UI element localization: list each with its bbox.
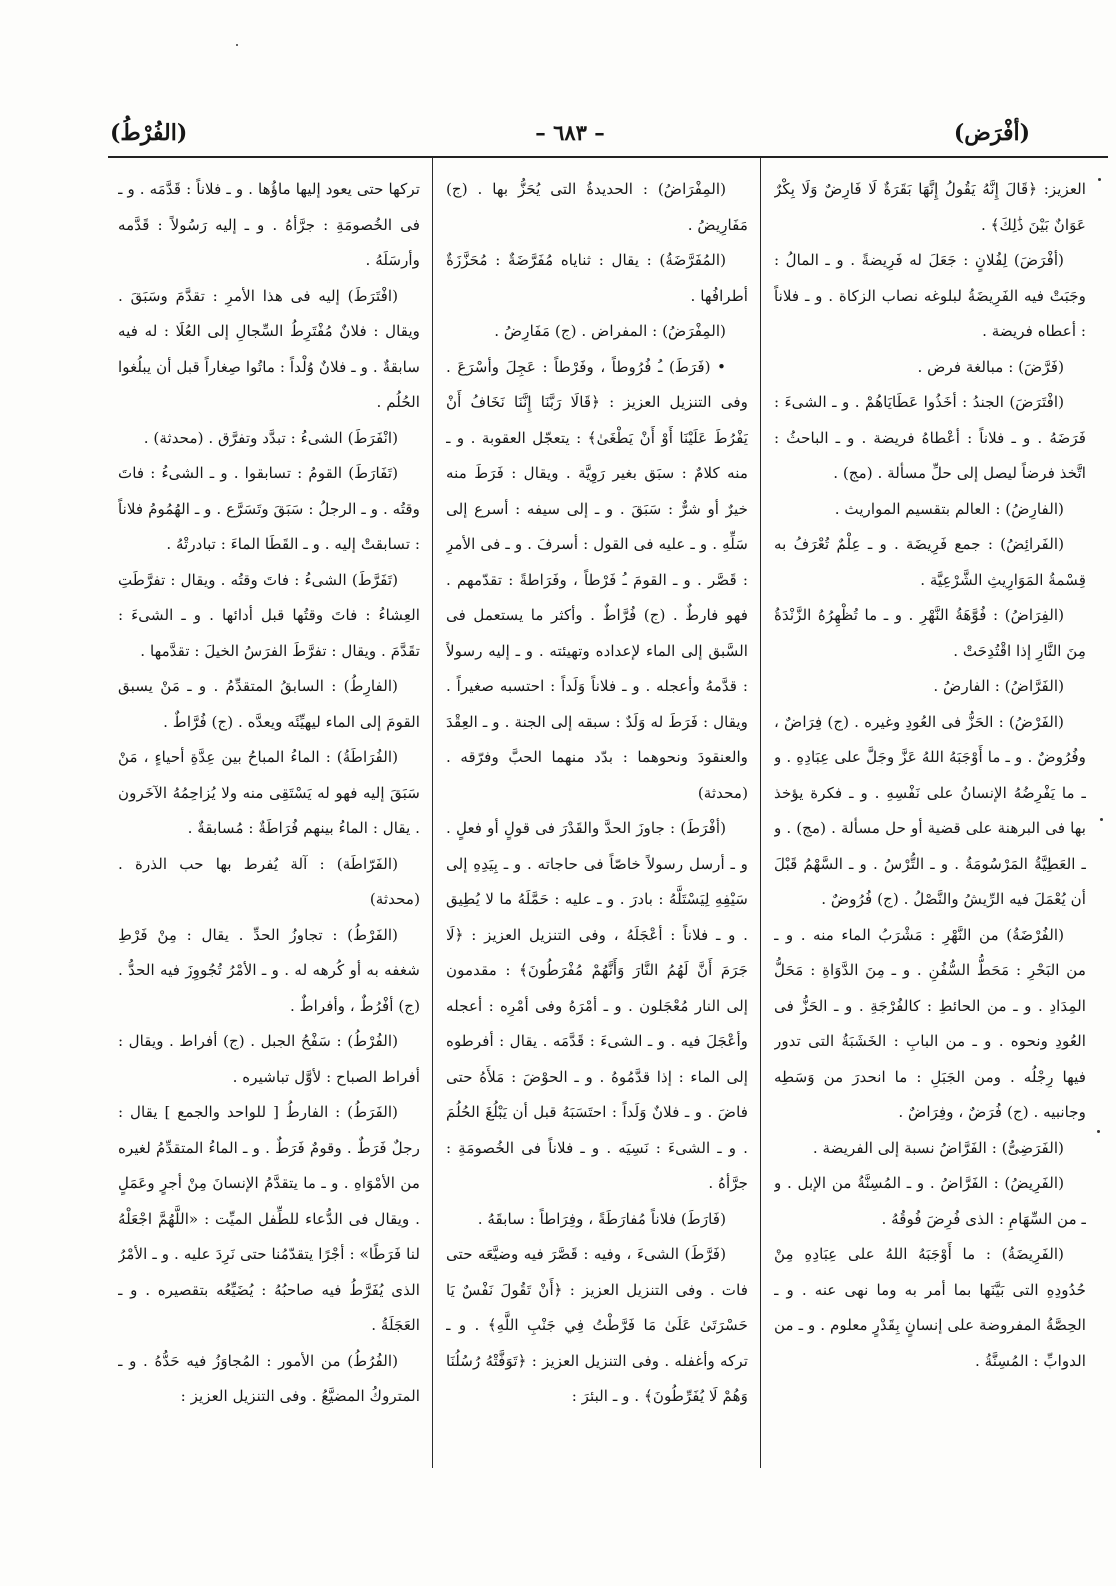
- entry-paragraph: (فَارَطَ) فلاناً مُفارَطَةً ، وفِرَاطاً : سابقَهُ .: [477, 1209, 726, 1228]
- entry-paragraph: تركها حتى يعود إليها ماؤُها . و ـ فلاناً : قَدَّمَه . و ـ فى الخُصومَةِ : جرَّأهُ . و ـ إليه رَسُولاً : قَدَّمه وأرسَلَهُ .: [118, 180, 420, 269]
- right-running-head: (أفْرَض): [953, 120, 1030, 146]
- scan-speck: [1098, 178, 1101, 181]
- entry-paragraph: (الفَرَضِىُّ) : الفَرَّاضُ نسبة إلى الفريضة .: [812, 1138, 1064, 1157]
- scan-speck: [236, 44, 238, 46]
- entry-paragraph: (افْتَرَطَ) إليه فى هذا الأمرِ : تقدَّمَ وسَبَقَ . ويقال : فلانٌ مُفْتَرِطُ السِّجالِ إلى العُلَا : له فيه سابقةٌ . و ـ فلانٌ وُلْداً : ماتُوا صِغاراً قبل أن يبلُغوا الحُلُم .: [118, 286, 420, 411]
- entry-paragraph: (الفِرَاضُ) : فُوَّهَةُ النَّهْرِ . و ـ ما تُظْهِرُهُ الزَّنْدَةُ مِنَ النَّارِ إذا اقْتُدِحَتْ .: [774, 606, 1086, 660]
- entry-paragraph: العزيز: ﴿قَالَ إِنَّهُ يَقُولُ إِنَّهَا بَقَرَةٌ لَا فَارِضٌ وَلَا بِكْرٌ عَوَانٌ بَيْنَ ذَٰلِكَ﴾ .: [774, 180, 1086, 234]
- entry-paragraph: (الفَرَّاضُ) : الفارضُ .: [933, 677, 1064, 695]
- left-column: [118, 172, 420, 1472]
- entry-paragraph: (الفَرْطُ) : تجاوزُ الحدِّ . يقال : مِنْ فَرْطِ شغفه به أو كُرهه له . و ـ الأمْرُ تُجُووِزَ فيه الحدُّ . (ج) أفْرُطٌ ، وأفراطٌ .: [118, 925, 420, 1015]
- entry-paragraph: (افْتَرَضَ) الجندُ : أخَذُوا عَطَايَاهُمْ . و ـ الشىءَ : فَرَضَهُ . و ـ فلاناً : أعْطاهُ فريضة . و ـ الباحثُ : اتَّخذ فرضاً ليصل إلى حلِّ مسألة . (مج) .: [774, 393, 1086, 482]
- scan-speck: [1100, 818, 1103, 821]
- column-divider-right: [760, 158, 761, 1468]
- entry-paragraph: (الفَرْضُ) : الحَزُّ فى العُودِ وغيره . (ج) فِرَاضٌ ، وفُرُوضٌ . و ـ ما أَوْجَبَهُ اللهُ عَزَّ وجَلَّ على عِبَادِهِ . و ـ ما يَفْرِضُهُ الإنسانُ على نَفْسِهِ . و ـ فكرة يؤخذ بها فى البرهنة على قضية أو حل مسألة . (مج) . و ـ العَطِيَّةُ المَرْسُومَةُ . و ـ التُّرْسُ . و ـ السَّهْمُ قَبْلَ أن يُعْمَلَ فيه الرِّيشُ والنَّصْلُ . (ج) فُرُوضٌ .: [774, 712, 1086, 908]
- entry-paragraph: • (فَرَطَ) ـُ فُرُوطاً ، وفَرْطاً : عَجِلَ وأسْرَعَ . وفى التنزيل العزيز : ﴿قَالَا رَبَّنَا إِنَّنَا نَخَافُ أَنْ يَفْرُطَ عَلَيْنَا أَوْ أَنْ يَطْغَىٰ﴾ : يتعجّل العقوبة . و ـ منه كلامٌ : سبَق بغير رَوِيَّة . ويقال : فَرَطَ منه خيرٌ أو شرٌّ : سَبَقَ . و ـ إلى سيفه : أسرع إلى سَلِّهِ . و ـ عليه فى القول : أسرفَ . و ـ فى الأمرِ : قَصَّر . و ـ القومَ ـُ فَرْطاً ، وفَرَاطةً : تقدّمهم . فهو فارطٌ . (ج) فُرَّاطٌ . وأكثر ما يستعمل فى السَّبق إلى الماء لإعداده وتهيئته . و ـ إليه رسولاً : قدَّمهُ وأعجله . و ـ فلاناً وَلَداً : احتسبه صغيراً . ويقال : فَرَطَ له وَلَدٌ : سبقه إلى الجنة . و ـ العِقْدَ والعنقودَ ونحوهما : بدّد منهما الحبَّ وفرّقه . (محدثة): [446, 357, 748, 802]
- page-header: [110, 120, 1030, 156]
- header-rule: [108, 156, 1108, 158]
- entry-paragraph: (الفُرُطُ) من الأمور : المُجاوَزُ فيه حَدُّهُ . و ـ المتروكُ المضيَّعُ . وفى التنزيل العزيز :: [118, 1351, 420, 1405]
- entry-paragraph: (الفَرّاطَة) : آلة يُفرط بها حب الذرة . (محدثة): [118, 854, 420, 908]
- entry-paragraph: (الفارِطُ) : السابقُ المتقدِّمُ . و ـ مَنْ يسبق القومَ إلى الماء ليهيِّئَه ويعدَّه . (ج) فُرَّاطٌ .: [118, 677, 420, 731]
- entry-paragraph: (المِفْرَضُ) : المفراض . (ج) مَفَارِضُ .: [494, 322, 726, 340]
- entry-paragraph: (الفُرْطُ) : سَفْحُ الجبل . (ج) أفراط . ويقال : أفراط الصباح : لأوَّل تباشيره .: [118, 1032, 420, 1086]
- scan-speck: [1097, 1130, 1100, 1133]
- page-number: – ٦٨٣ –: [535, 120, 605, 145]
- entry-paragraph: (الفَرِيضَةُ) : ما أَوْجَبَهُ اللهُ على عِبَادِهِ مِنْ حُدُودِهِ التى بَيَّنَها بما أمر به وما نهى عنه . و ـ الحِصَّةُ المفروضة على إنسانٍ بِقَدْرٍ معلوم . و ـ من الدوابِّ : المُسِنَّةُ .: [774, 1245, 1086, 1370]
- column-divider-left: [432, 158, 433, 1468]
- entry-paragraph: (الفَرَطُ) : الفارطُ [ للواحد والجمع ] يقال : رجلٌ فَرَطٌ . وقومٌ فَرَطٌ . و ـ الماءُ المتقدِّمُ لغيره من الأمْوَاهِ . و ـ ما يتقدَّمُ الإنسانَ مِنْ أجرٍ وعَمَلٍ . ويقال فى الدُّعاء للطِّفل الميِّت : «اللَّهُمَّ اجْعَلْهُ لنا فَرَطًا» : أجْرًا يتقدّمُنا حتى نَرِدَ عليه . و ـ الأمْرُ الذى يُفَرَّطُ فيه صاحبُهُ : يُضَيِّعُه بتقصيره . و ـ العَجَلَةُ .: [118, 1103, 420, 1334]
- entry-paragraph: (انْفَرَطَ) الشىءُ : تبدَّد وتفرَّق . (محدثة) .: [143, 428, 398, 447]
- entry-paragraph: (الفَرِيضُ) : الفَرَّاضُ . و ـ المُسِنَّةُ من الإبل . و ـ من السِّهَامِ : الذى فُرِضَ فُوقُهُ .: [774, 1174, 1086, 1228]
- middle-column: [446, 172, 748, 1472]
- entry-paragraph: (أفْرَطَ) : جاوزَ الحدَّ والقَدْرَ فى قولٍ أو فعلٍ . و ـ أرسل رسولاً خاصّاً فى حاجاته . و ـ بِيَدِهِ إلى سَيْفِهِ لِيَسْتَلَّهُ : بادرَ . و ـ عليه : حَمَّلَهُ ما لا يُطِيق . و ـ فلاناً : أعْجَلَهُ ، وفى التنزيل العزيز : ﴿لَا جَرَمَ أَنَّ لَهُمُ النَّارَ وَأَنَّهُمْ مُفْرَطُونَ﴾ : مقدمون إلى النار مُعْجَلون . و ـ أمْرَهُ وفى أمْرِه : أعجله وأعْجَلَ فيه . و ـ الشىءَ : قَدَّمَه . يقال : أفرطوه إلى الماء : إذا قدَّمُوهُ . و ـ الحوْضَ : مَلأَهُ حتى فاضَ . و ـ فلانٌ وَلَداً : احتَسَبَهُ قبل أن يَبْلُغَ الحُلُمَ . و ـ الشىءَ : نَسِيَه . و ـ فلاناً فى الخُصومَةِ : جرَّأهُ .: [446, 819, 748, 1192]
- entry-paragraph: (المِفْرَاضُ) : الحديدةُ التى يُحَزُّ بها . (ج) مَفَارِيضُ .: [446, 180, 748, 234]
- entry-paragraph: (الفُرْضَةُ) من النَّهْرِ : مَشْرَبُ الماء منه . و ـ من البَحْرِ : مَحَطُّ السُّفُنِ . و ـ مِنَ الدَّوَاةِ : مَحَلُّ المِدَادِ . و ـ من الحائطِ : كالفُرْجَةِ . و ـ الحَزُّ فى العُودِ ونحوه . و ـ من البابِ : الخَشَبَةُ التى تدور فيها رِجْلُه . ومن الجَبَلِ : ما انحدرَ من وَسَطِه وجانبيه . (ج) فُرَضٌ ، وفِرَاضٌ .: [774, 925, 1086, 1121]
- right-column: [774, 172, 1086, 1472]
- entry-paragraph: (أفْرَضَ) لِفُلانٍ : جَعَلَ له فَرِيضةً . و ـ المالُ : وجَبَتْ فيه الفَرِيضَةُ لبلوغه نصاب الزكاة . و ـ فلاناً : أعطاه فريضة .: [774, 251, 1086, 340]
- entry-paragraph: (فَرَّطَ) الشىءَ ، وفيه : قَصَّرَ فيه وضيَّعَه حتى فات . وفى التنزيل العزيز : ﴿أَنْ تَقُولَ نَفْسٌ يَا حَسْرَتَىٰ عَلَىٰ مَا فَرَّطْتُ فِي جَنْبِ اللَّهِ﴾ . و ـ تركه وأغفله . وفى التنزيل العزيز : ﴿تَوَفَّتْهُ رُسُلُنَا وَهُمْ لَا يُفَرِّطُونَ﴾ . و ـ البئرَ :: [446, 1245, 748, 1405]
- entry-paragraph: (الفَرائِضُ) : جمع فَرِيضَة . و ـ عِلْمٌ تُعْرَفُ به قِسْمةُ المَوَارِيثِ الشَّرْعِيَّة .: [774, 535, 1086, 589]
- entry-paragraph: (فَرَّضَ) : مبالغة فرض .: [917, 357, 1064, 376]
- entry-paragraph: (الفارِضُ) : العالم بتقسيم المواريث .: [834, 499, 1064, 518]
- entry-paragraph: (الفُرَاطَةُ) : الماءُ المباحُ بين عِدَّةِ أحياءٍ ، مَنْ سَبَقَ إليه فهو له يَسْتَقِى منه ولا يُزاحِمُهُ الآخَرون . يقال : الماءُ بينهم فُرَاطَةٌ : مُسابقةٌ .: [118, 748, 420, 837]
- entry-paragraph: (تَفَارَطَ) القومُ : تسابقوا . و ـ الشىءُ : فاتَ وقتُه . و ـ الرجلُ : سَبَقَ وتَسَرَّع . و ـ الهُمُومُ فلاناً : تسابقتْ إليه . و ـ القَطَا الماءَ : تبادرتْهُ .: [118, 464, 420, 553]
- entry-paragraph: (المُفَرَّضَةُ) : يقال : ثناياه مُفَرَّضَةٌ : مُحَزَّزَةٌ أطرافُها .: [446, 251, 748, 305]
- entry-paragraph: (تَفَرَّطَ) الشىءُ : فاتَ وقتُه . ويقال : تفرَّطَتِ العِشاءُ : فاتَ وقتُها قبل أدائها . و ـ الشىءَ : تقَدَّمَ . ويقال : تفرَّطَ الفرَسُ الخيلَ : تقدَّمها .: [118, 570, 420, 660]
- left-running-head: (الفُرْطُ): [110, 120, 188, 146]
